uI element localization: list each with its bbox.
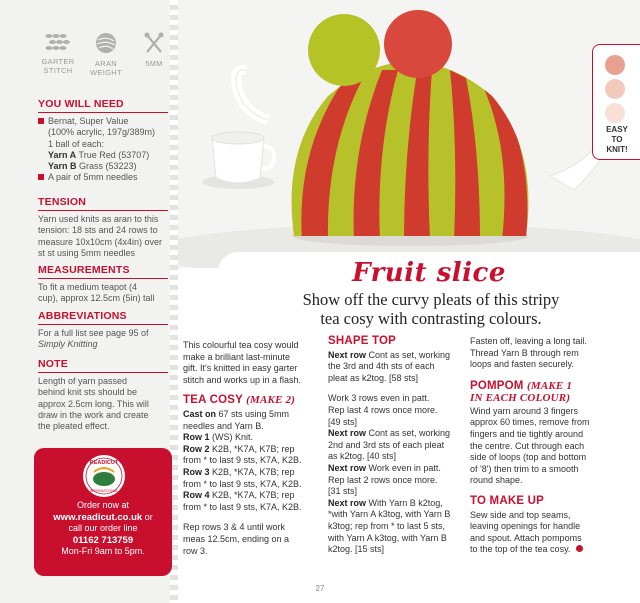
note-heading: NOTE xyxy=(38,358,168,373)
note-line: behind knit sts should be xyxy=(38,387,138,398)
logo-text-top: READICUT xyxy=(89,460,119,466)
promo-line: call our order line xyxy=(68,523,138,533)
icon-caption: WEIGHT xyxy=(90,68,122,77)
materials-line: Bernat, Super Value xyxy=(38,116,168,127)
measurements-line: cup), approx 12.5cm (5in) tall xyxy=(38,293,155,304)
measurements-line: To fit a medium teapot (4 xyxy=(38,282,138,292)
outro-paragraph: Rep rows 3 & 4 until work meas 12.5cm, ending on a row 3. xyxy=(183,522,290,556)
tea-cosy-heading: TEA COSY (MAKE 2) xyxy=(183,394,296,407)
tea-cosy-photo xyxy=(178,0,640,268)
promo-line: Order now at xyxy=(76,500,130,510)
icon-caption: GARTER xyxy=(41,57,75,66)
needles-line: A pair of 5mm needles xyxy=(38,172,168,183)
materials-line: 1 ball of each: xyxy=(48,138,105,149)
make-up-heading: TO MAKE UP xyxy=(470,494,544,507)
icons-row xyxy=(36,32,176,77)
measurements-heading: MEASUREMENTS xyxy=(38,264,168,279)
end-yarn-ball-icon xyxy=(576,545,583,552)
yarn-ball-icon xyxy=(605,103,625,123)
tension-line: st st using 5mm needles xyxy=(38,247,136,258)
yarn-ball-icon xyxy=(605,79,625,99)
tea-cosy-illustration xyxy=(178,0,640,268)
yarn-b-line: Yarn B Grass (53223) xyxy=(48,161,137,172)
garter-stitch-icon xyxy=(45,32,71,52)
note-section xyxy=(38,358,168,432)
shape-top-p2: Work 3 rows even in patt. Rep last 4 rows once more. [49 sts] xyxy=(328,393,438,427)
you-will-need-heading: YOU WILL NEED xyxy=(38,98,168,113)
tension-line: measure 10x10cm (4x4in) over xyxy=(38,236,163,247)
yarn-ball-icon xyxy=(605,55,625,75)
column-3 xyxy=(470,336,630,565)
readicut-promo xyxy=(34,448,172,576)
promo-hours: Mon-Fri 9am to 5pm. xyxy=(61,546,145,556)
pompom-paragraph: Wind yarn around 3 fingers approx 60 times, remove from fingers and tie tightly around the centre. Cut through each side of loops (top and bottom of '8') then trim to a smooth round shape. xyxy=(470,405,590,486)
promo-url[interactable]: www.readicut.co.uk xyxy=(53,511,143,523)
column-2 xyxy=(328,336,468,565)
pompom-heading: POMPOM (MAKE 1 IN EACH COLOUR) xyxy=(470,379,573,404)
abbreviations-line xyxy=(38,339,168,350)
make-up-paragraph: Sew side and top seams, leaving openings for handle and spout. Attach pompoms to the top of the tea cosy. xyxy=(470,509,582,555)
icon-caption: ARAN xyxy=(94,59,118,68)
needles-icon xyxy=(143,32,165,54)
page-title: Fruit slice xyxy=(352,258,506,288)
icon-aran xyxy=(84,32,128,77)
abbreviations-section xyxy=(38,310,168,351)
materials-line: (100% acrylic, 197g/389m) xyxy=(48,127,156,138)
yarn-a-line: Yarn A True Red (53707) xyxy=(48,149,150,160)
easy-to-knit-label: EASY TO KNIT! xyxy=(606,125,628,154)
shape-top-p4: Next row Work even in patt. Rep last 2 rows once more. [31 sts] xyxy=(328,462,441,497)
readicut-logo xyxy=(82,454,126,498)
note-line: Length of yarn passed xyxy=(38,376,128,386)
you-will-need-section xyxy=(38,98,168,184)
pattern-rows: Cast on 67 sts using 5mm needles and Yarn B. Row 1 (WS) Knit. Row 2 K2B, *K7A, K7B; rep from * to last 9 sts, K7A, K2B. Row 3 K2B, *K7A, K7B; rep from * to last 9 sts, K7A, K2B. Row 4 K2B, *K7A, K7B; rep from * to last 9 sts, K7A, K2B. xyxy=(183,408,302,512)
column-1 xyxy=(183,340,323,566)
bullet-icon xyxy=(38,118,44,124)
tension-section xyxy=(38,196,168,259)
shape-top-p5: Next row With Yarn B k2tog, *with Yarn A k3tog, with Yarn B k3tog; rep from * to last 5 sts, with Yarn A k3tog, with Yarn B k2tog. [15 sts] xyxy=(328,497,451,555)
promo-phone: 01162 713759 xyxy=(72,534,134,546)
icon-needles xyxy=(132,32,176,77)
easy-to-knit-tab xyxy=(592,44,640,160)
tension-line: tension: 18 sts and 24 rows to xyxy=(38,225,158,236)
bullet-icon xyxy=(38,174,44,180)
shape-top-p3: Next row Cont as set, working 2nd and 3rd sts of each pleat as k2tog. [40 sts] xyxy=(328,428,451,462)
measurements-section xyxy=(38,264,168,305)
page-subtitle: Show off the curvy pleats of this stripy tea cosy with contrasting colours. xyxy=(302,290,560,328)
magazine-name: Simply Knitting xyxy=(38,339,98,350)
page-number: 27 xyxy=(315,584,325,593)
abbreviations-heading: ABBREVIATIONS xyxy=(38,310,168,325)
sidebar xyxy=(0,0,178,603)
shape-top-p1: Next row Cont as set, working the 3rd and 4th sts of each pleat as k2tog. [58 sts] xyxy=(328,349,451,383)
note-line: approx 2.5cm long. This will xyxy=(38,398,149,409)
tension-line: Yarn used knits as aran to this xyxy=(38,214,159,224)
yarn-ball-icon xyxy=(95,32,117,54)
icon-garter xyxy=(36,32,80,77)
note-line: draw in the work and create xyxy=(38,409,149,420)
fasten-off-paragraph: Fasten off, leaving a long tail. Thread Yarn B through rem loops and fasten securely. xyxy=(470,336,587,370)
note-line: the pleated effect. xyxy=(38,421,110,432)
shape-top-heading: SHAPE TOP xyxy=(328,335,397,347)
title-panel xyxy=(218,252,640,332)
abbreviations-line: For a full list see page 95 of xyxy=(38,328,149,338)
promo-url-line: www.readicut.co.uk or xyxy=(53,511,153,523)
logo-text-bottom: INTERNATIONAL xyxy=(89,489,119,493)
icon-caption: 5MM xyxy=(145,59,163,68)
tension-heading: TENSION xyxy=(38,196,168,211)
icon-caption: STITCH xyxy=(43,66,73,75)
intro-paragraph: This colourful tea cosy would make a brilliant last-minute gift. It's knitted in easy garter stitch and works up in a flash. xyxy=(183,340,302,385)
